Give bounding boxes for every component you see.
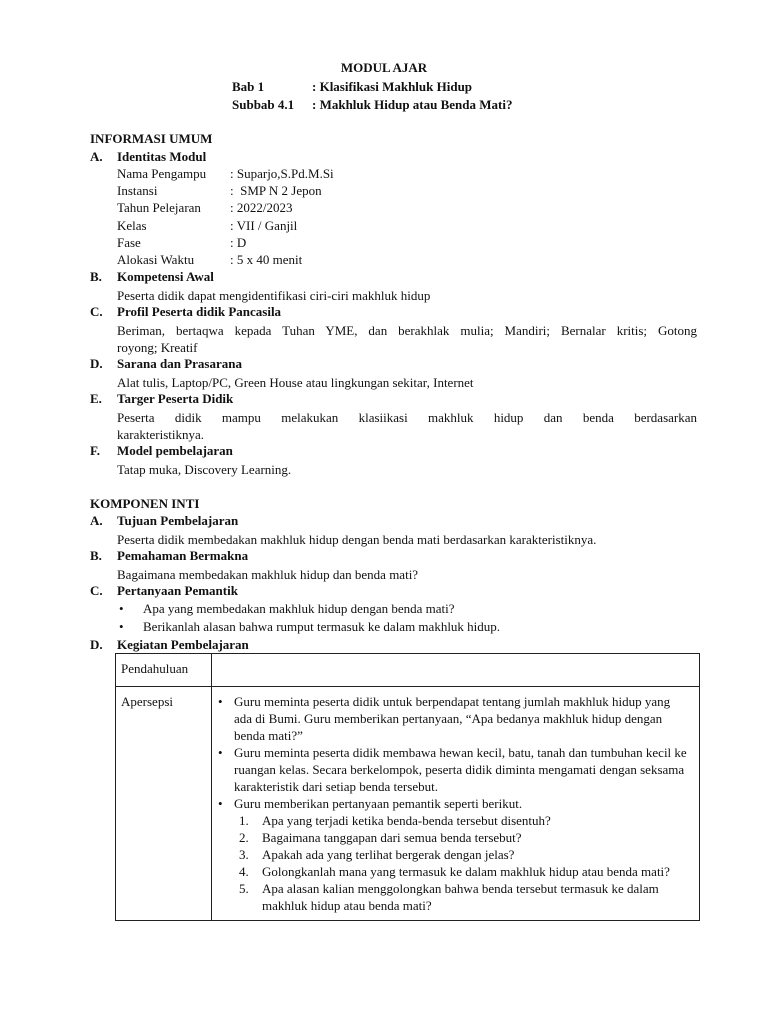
identitas-row: Fase : D (117, 235, 247, 250)
informasi-umum-heading: INFORMASI UMUM (90, 131, 213, 146)
list-item: 1. Apa yang terjadi ketika benda-benda tersebut disentuh? (239, 813, 551, 828)
model-pembelajaran-heading: F. Model pembelajaran (90, 443, 233, 458)
tujuan-pembelajaran-text: Peserta didik membedakan makhluk hidup dengan benda mati berdasarkan karakteristiknya. (117, 532, 597, 547)
list-item: 3. Apakah ada yang terlihat bergerak dengan jelas? (239, 847, 515, 862)
identitas-row: Alokasi Waktu : 5 x 40 menit (117, 252, 303, 267)
komponen-inti-heading: KOMPONEN INTI (90, 496, 200, 511)
profil-pancasila-line2: royong; Kreatif (117, 340, 198, 355)
apersepsi-list (216, 693, 691, 914)
subbab-key: Subbab 4.1 (232, 97, 295, 112)
subbab-line (232, 97, 512, 113)
pertanyaan-pemantik-item: • Berikanlah alasan bahwa rumput termasuk ke dalam makhluk hidup. (119, 619, 501, 634)
document-title: MODUL AJAR (340, 60, 428, 75)
bullet-icon: • (119, 601, 124, 616)
list-item: • Guru meminta peserta didik untuk berpendapat tentang jumlah makhluk hidup yang ada di Bumi. Guru memberikan pertanyaan, “Apa bedanya makhluk hidup dengan benda mati?” (218, 694, 671, 743)
table-cell-pendahuluan-content (212, 654, 700, 687)
bullet-icon: • (218, 745, 223, 760)
pertanyaan-pemantik-heading: C. Pertanyaan Pemantik (90, 583, 238, 598)
bullet-icon: • (119, 619, 124, 634)
bab-value: : Klasifikasi Makhluk Hidup (312, 79, 473, 94)
kompetensi-awal-heading: B. Kompetensi Awal (90, 269, 214, 284)
pertanyaan-pemantik-item: • Apa yang membedakan makhluk hidup dengan benda mati? (119, 601, 455, 616)
bullet-icon: • (218, 796, 223, 811)
tujuan-pembelajaran-heading: A. Tujuan Pembelajaran (90, 513, 239, 528)
model-pembelajaran-text: Tatap muka, Discovery Learning. (117, 462, 292, 477)
pemahaman-bermakna-text: Bagaimana membedakan makhluk hidup dan benda mati? (117, 567, 419, 582)
bullet-icon: • (218, 694, 223, 709)
pemantik-question-list (234, 812, 691, 914)
sarana-prasarana-heading: D. Sarana dan Prasarana (90, 356, 242, 371)
identitas-modul-heading: A. Identitas Modul (90, 149, 207, 164)
table-row (116, 687, 700, 921)
list-item: • Guru meminta peserta didik membawa hewan kecil, batu, tanah dan tumbuhan kecil ke ruangan kelas. Secara berkelompok, peserta didik diminta mengamati dengan seksama karakteristik dari setiap benda tersebut. (218, 745, 687, 794)
table-cell-pendahuluan: Pendahuluan (116, 654, 212, 687)
target-peserta-line1: Peserta didik mampu melakukan klasiikasi makhluk hidup dan benda berdasarkan (117, 410, 697, 425)
table-cell-apersepsi: Apersepsi (116, 687, 212, 921)
list-item: 4. Golongkanlah mana yang termasuk ke dalam makhluk hidup atau benda mati? (239, 864, 670, 879)
profil-pancasila-line1: Beriman, bertaqwa kepada Tuhan YME, dan berakhlak mulia; Mandiri; Bernalar kritis; Gotong (117, 323, 697, 338)
identitas-row: Kelas : VII / Ganjil (117, 218, 298, 233)
profil-pancasila-heading: C. Profil Peserta didik Pancasila (90, 304, 282, 319)
table-row (116, 654, 700, 687)
kompetensi-awal-text: Peserta didik dapat mengidentifikasi ciri-ciri makhluk hidup (117, 288, 431, 303)
pemahaman-bermakna-heading: B. Pemahaman Bermakna (90, 548, 249, 563)
target-peserta-line2: karakteristiknya. (117, 427, 204, 442)
kegiatan-pembelajaran-heading: D. Kegiatan Pembelajaran (90, 637, 249, 652)
bab-key: Bab 1 (232, 79, 265, 94)
bab-line (232, 79, 472, 95)
kegiatan-table (115, 653, 700, 921)
sarana-prasarana-text: Alat tulis, Laptop/PC, Green House atau lingkungan sekitar, Internet (117, 375, 474, 390)
table-cell-apersepsi-content (212, 687, 700, 921)
list-item: 2. Bagaimana tanggapan dari semua benda tersebut? (239, 830, 522, 845)
subbab-value: : Makhluk Hidup atau Benda Mati? (312, 97, 513, 112)
identitas-row: Tahun Pelejaran : 2022/2023 (117, 200, 293, 215)
target-peserta-heading: E. Targer Peserta Didik (90, 391, 234, 406)
identitas-row: Nama Pengampu : Suparjo,S.Pd.M.Si (117, 166, 334, 181)
identitas-row: Instansi : SMP N 2 Jepon (117, 183, 322, 198)
list-item: • Guru memberikan pertanyaan pemantik seperti berikut. 1. Apa yang terjadi ketika benda-benda tersebut disentuh? 2. Bagaimana tanggapan dari semua benda tersebut? 3. Apakah ada yang terlihat bergerak dengan jelas? 4. Golongkanlah mana yang termasuk ke dalam makhluk hidup atau benda mati? 5. Apa alasan kalian menggolongkan bahwa benda tersebut termasuk ke dalam makhluk hidup atau benda mati? (216, 795, 691, 914)
list-item: 5. Apa alasan kalian menggolongkan bahwa benda tersebut termasuk ke dalam makhluk hidup atau benda mati? (239, 881, 659, 913)
